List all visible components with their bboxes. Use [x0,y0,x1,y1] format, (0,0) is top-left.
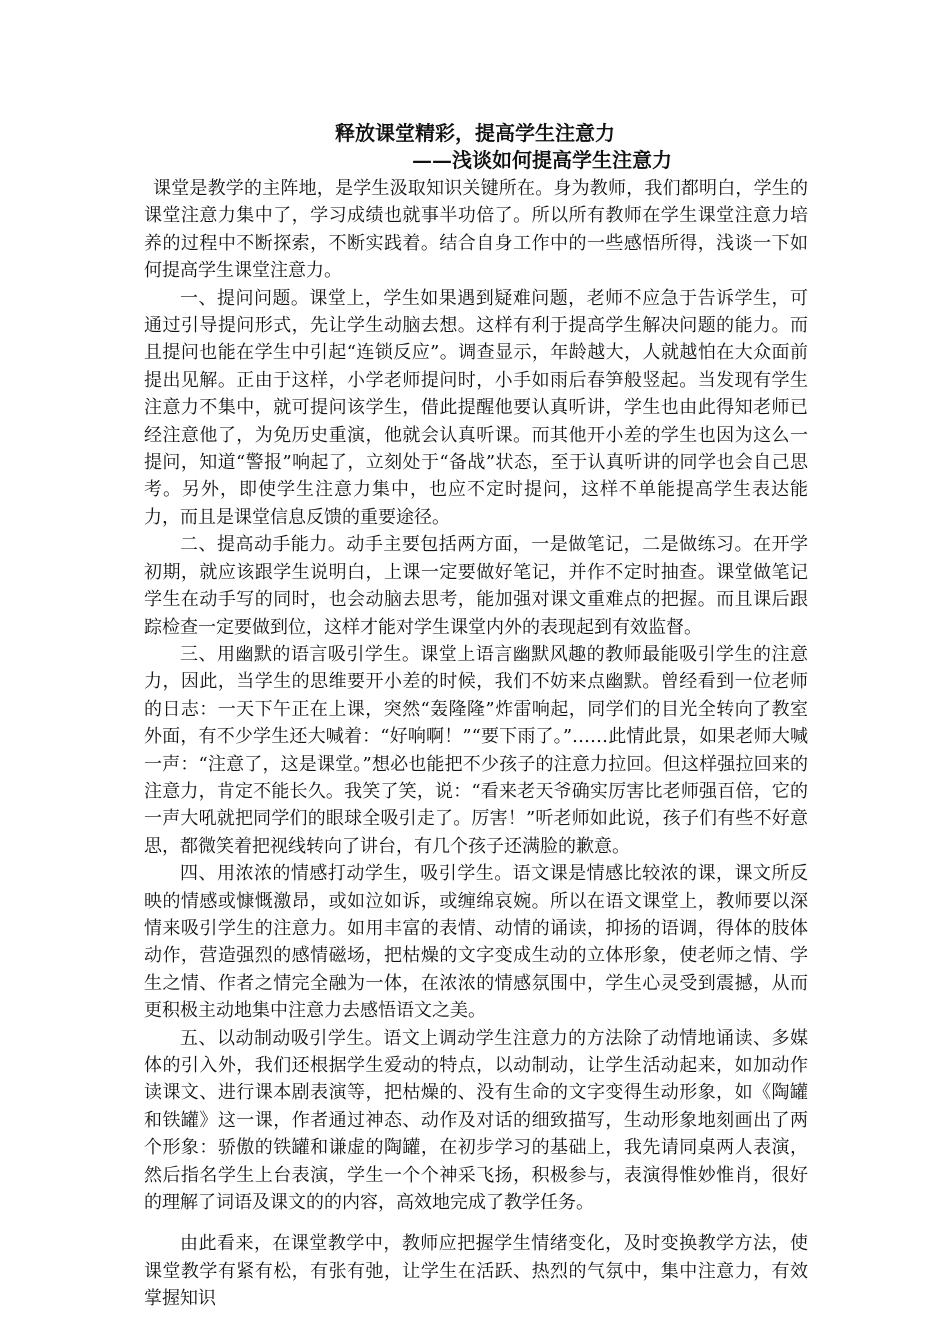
paragraph-conclusion: 由此看来，在课堂教学中，教师应把握学生情绪变化，及时变换教学方法，使课堂教学有紧有松，有张有弛，让学生在活跃、热烈的气氛中，集中注意力，有效掌握知识 [144,1233,808,1310]
document-body [144,175,808,1313]
document-title: 释放课堂精彩，提高学生注意力 [335,121,615,145]
paragraph-section-3: 三、用幽默的语言吸引学生。课堂上语言幽默风趣的教师最能吸引学生的注意力，因此，当学生的思维要开小差的时候，我们不妨来点幽默。曾经看到一位老师的日志：一天下午正在上课，突然“轰隆隆”炸雷响起，同学们的目光全转向了教室外面，有不少学生还大喊着：“好响啊！”“要下雨了。”……此情此景，如果老师大喊一声：“注意了，这是课堂。”想必也能把不少孩子的注意力拉回。但这样强拉回来的注意力，肯定不能长久。我笑了笑，说：“看来老天爷确实厉害比老师强百倍，它的一声大吼就把同学们的眼球全吸引走了。厉害！”听老师如此说，孩子们有些不好意思，都微笑着把视线转向了讲台，有几个孩子还满脸的歉意。 [144,643,808,857]
paragraph-section-2: 二、提高动手能力。动手主要包括两方面，一是做笔记，二是做练习。在开学初期，就应该跟学生说明白，上课一定要做好笔记，并作不定时抽查。课堂做笔记学生在动手写的同时，也会动脑去思考，能加强对课文重难点的把握。而且课后跟踪检查一定要做到位，这样才能对学生课堂内外的表现起到有效监督。 [144,534,808,638]
paragraph-section-1: 一、提问问题。课堂上，学生如果遇到疑难问题，老师不应急于告诉学生，可通过引导提问形式，先让学生动脑去想。这样有利于提高学生解决问题的能力。而且提问也能在学生中引起“连锁反应”。调查显示，年龄越大，人就越怕在大众面前提出见解。正由于这样，小学老师提问时，小手如雨后春笋般竖起。当发现有学生注意力不集中，就可提问该学生，借此提醒他要认真听讲，学生也由此得知老师已经注意他了，为免历史重演，他就会认真听课。而其他开小差的学生也因为这么一提问，知道“警报”响起了，立刻处于“备战”状态，至于认真听讲的同学也会自己思考。另外，即使学生注意力集中，也应不定时提问，这样不单能提高学生表达能力，而且是课堂信息反馈的重要途径。 [144,287,808,528]
paragraph-section-5: 五、以动制动吸引学生。语文上调动学生注意力的方法除了动情地诵读、多媒体的引入外，我们还根据学生爱动的特点，以动制动，让学生活动起来，如加动作读课文、进行课本剧表演等，把枯燥的、没有生命的文字变得生动形象，如《陶罐和铁罐》这一课，作者通过神态、动作及对话的细致描写，生动形象地刻画出了两个形象：骄傲的铁罐和谦虚的陶罐，在初步学习的基础上，我先请同桌两人表演，然后指名学生上台表演，学生一个个神采飞扬，积极参与，表演得惟妙惟肖，很好的理解了词语及课文的的内容，高效地完成了教学任务。 [144,1027,808,1214]
paragraph-section-4: 四、用浓浓的情感打动学生，吸引学生。语文课是情感比较浓的课，课文所反映的情感或慷慨激昂，或如泣如诉，或缠绵哀婉。所以在语文课堂上，教师要以深情来吸引学生的注意力。如用丰富的表情、动情的诵读，抑扬的语调，得体的肢体动作，营造强烈的感情磁场，把枯燥的文字变成生动的立体形象，使老师之情、学生之情、作者之情完全融为一体，在浓浓的情感氛围中，学生心灵受到震撼，从而更积极主动地集中注意力去感悟语文之美。 [144,863,808,1022]
paragraph-intro: 课堂是教学的主阵地，是学生汲取知识关键所在。身为教师，我们都明白，学生的课堂注意力集中了，学习成绩也就事半功倍了。所以所有教师在学生课堂注意力培养的过程中不断探索，不断实践着。结合自身工作中的一些感悟所得，浅谈一下如何提高学生课堂注意力。 [144,178,808,282]
document-subtitle: ——浅谈如何提高学生注意力 [412,148,672,172]
